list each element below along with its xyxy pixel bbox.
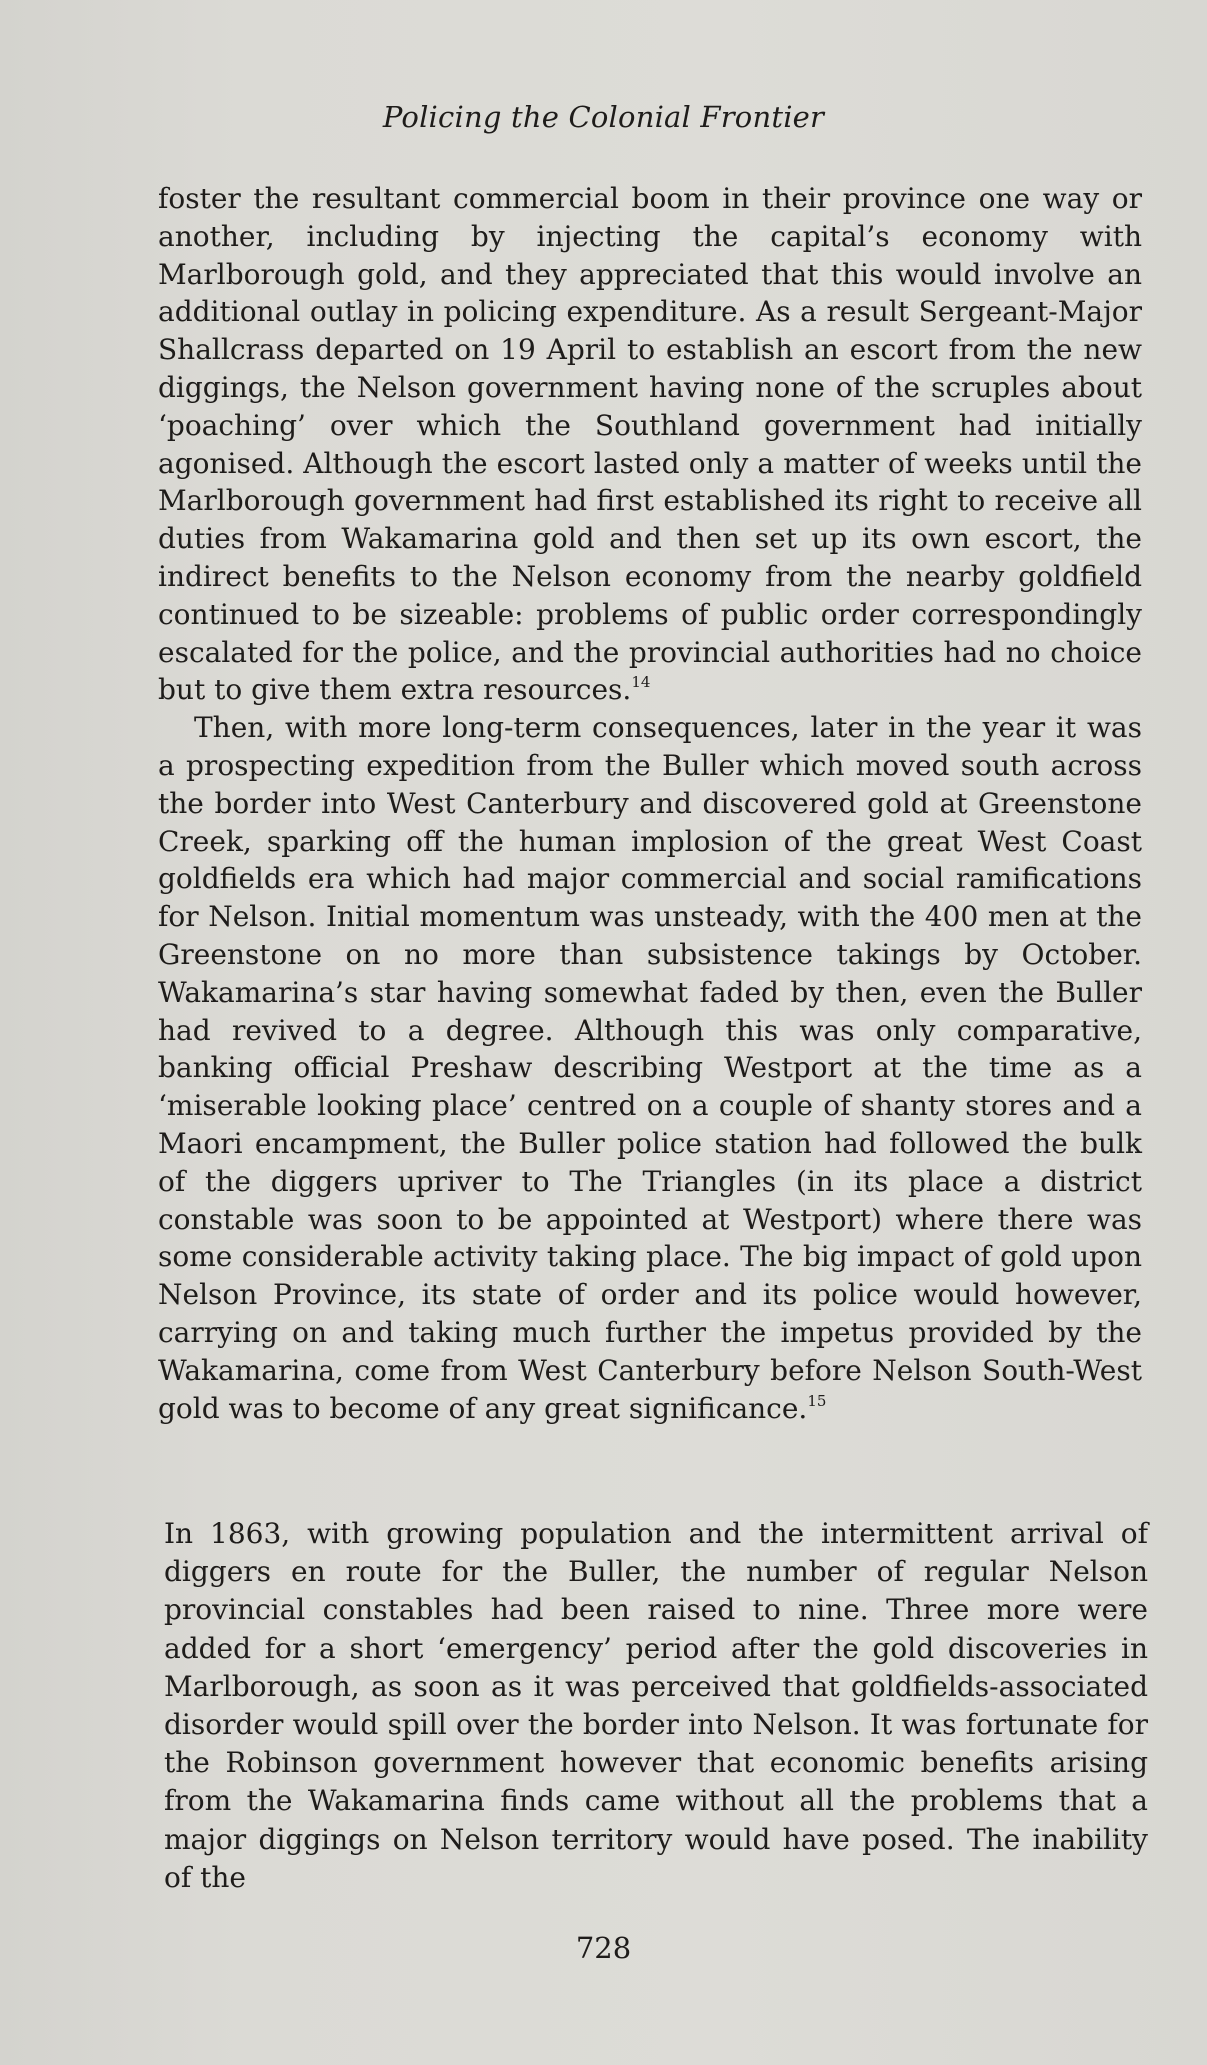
page-number: 728 — [575, 1931, 632, 1965]
running-head: Policing the Colonial Frontier — [382, 100, 825, 134]
paragraph-text: In 1863, with growing population and the intermittent arrival of diggers en route for the Buller, the number of regular Nelson provincial constables had been raised to nine. Three more were added for a short ‘emergency’ period after the gold discoveries in Marlborough, as soon as it was perceived that goldfields-associated disorder would spill over the border into Nelson. It was fortunate for the Robinson government however that economic benefits arising from the Wakamarina finds came without all the problems that a major diggings on Nelson territory would have posed. The inability of the — [164, 1517, 1148, 1894]
paragraph — [158, 709, 1142, 1427]
footnote-ref: 15 — [807, 1391, 827, 1410]
text-block-upper — [158, 180, 1142, 1427]
text-block-lower — [164, 1515, 1148, 1897]
paragraph — [164, 1515, 1148, 1897]
paragraph — [158, 180, 1142, 709]
paragraph-text: foster the resultant commercial boom in their province one way or another, including by injecting the capital’s economy with Marlborough gold, and they appreciated that this would involve an additional outlay in policing expenditure. As a result Sergeant-Major Shallcrass departed on 19 April to establish an escort from the new diggings, the Nelson government having none of the scruples about ‘poaching’ over which the Southland government had initially agonised. Although the escort lasted only a matter of weeks until the Marlborough government had first established its right to receive all duties from Wakamarina gold and then set up its own escort, the indirect benefits to the Nelson economy from the nearby goldfield continued to be sizeable: problems of public order correspondingly escalated for the police, and the provincial authorities had no choice but to give them extra resources. — [158, 182, 1142, 707]
paragraph-text: Then, with more long-term consequences, later in the year it was a prospecting expedition from the Buller which moved south across the border into West Canterbury and discovered gold at Greenstone Creek, sparking off the human implosion of the great West Coast goldfields era which had major commercial and social ramifications for Nelson. Initial momentum was unsteady, with the 400 men at the Greenstone on no more than subsistence takings by October. Wakamarina’s star having somewhat faded by then, even the Buller had revived to a degree. Although this was only comparative, banking official Preshaw describing Westport at the time as a ‘miserable looking place’ centred on a couple of shanty stores and a Maori encampment, the Buller police station had followed the bulk of the diggers upriver to The Triangles (in its place a district constable was soon to be appointed at Westport) where there was some considerable activity taking place. The big impact of gold upon Nelson Province, its state of order and its police would however, carrying on and taking much further the impetus provided by the Wakamarina, come from West Canterbury before Nelson South-West gold was to become of any great significance. — [158, 711, 1142, 1425]
footnote-ref: 14 — [631, 673, 651, 692]
